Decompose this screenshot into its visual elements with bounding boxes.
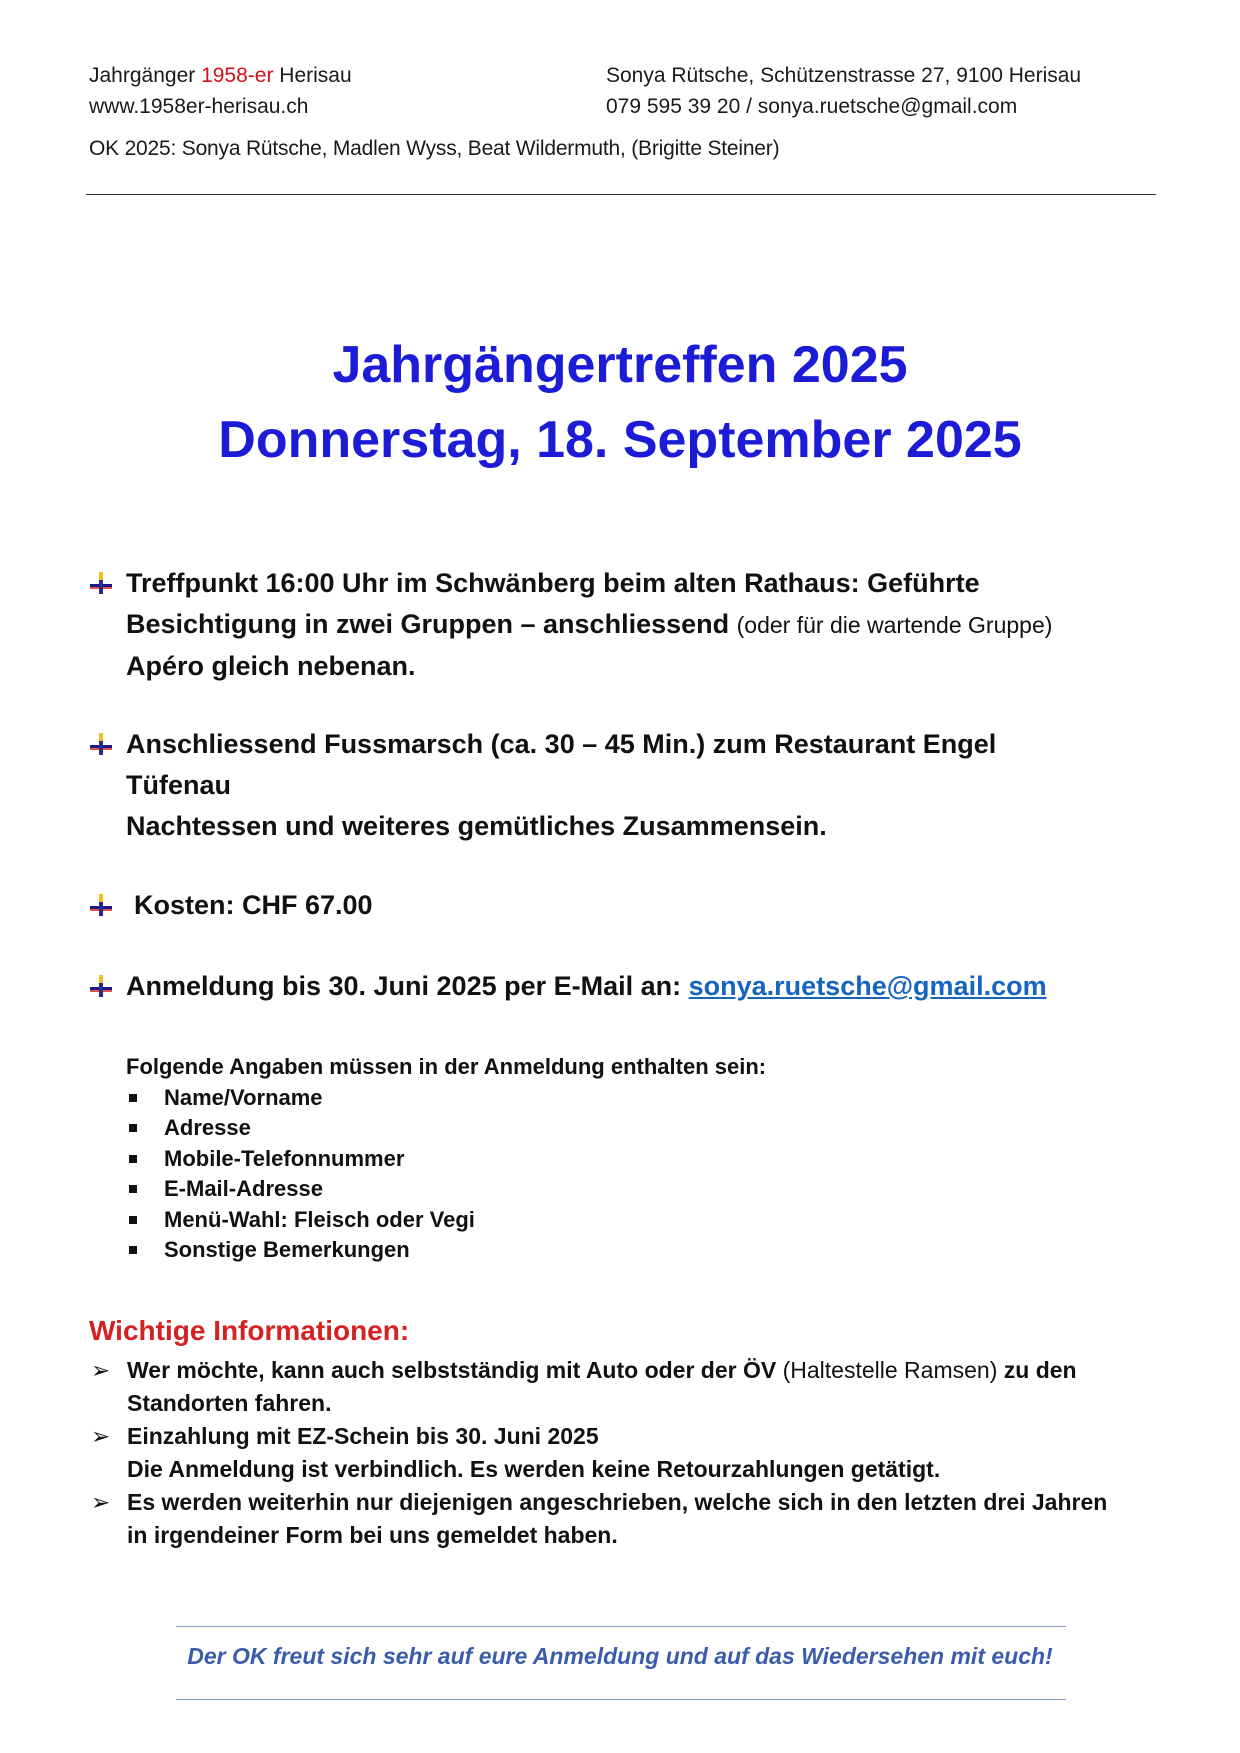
list-item: Sonstige Bemerkungen — [126, 1235, 766, 1266]
club-name: Jahrgänger 1958-er Herisau — [89, 64, 352, 87]
ok-committee: OK 2025: Sonya Rütsche, Madlen Wyss, Beat Wildermuth, (Brigitte Steiner) — [89, 137, 780, 160]
club-url: www.1958er-herisau.ch — [89, 95, 309, 118]
cross-bullet-icon — [88, 571, 114, 595]
contact-address: Sonya Rütsche, Schützenstrasse 27, 9100 Herisau — [606, 64, 1082, 87]
event-date: Donnerstag, 18. September 2025 — [218, 411, 1022, 469]
registration-requirements — [126, 1052, 766, 1266]
square-bullet-icon — [129, 1155, 137, 1163]
list-item: Mobile-Telefonnummer — [126, 1144, 766, 1175]
club-year: 1958-er — [201, 64, 274, 87]
list-item: Adresse — [126, 1113, 766, 1144]
contact-phone-email: 079 595 39 20 / sonya.ruetsche@gmail.com — [606, 95, 1018, 118]
important-info-title: Wichtige Informationen: — [89, 1315, 410, 1346]
requirements-list — [126, 1083, 766, 1266]
square-bullet-icon — [129, 1246, 137, 1254]
footer-message: Der OK freut sich sehr auf eure Anmeldung und auf das Wiedersehen mit euch! — [187, 1643, 1053, 1669]
header-left — [89, 60, 352, 122]
footer-top-rule — [176, 1626, 1066, 1627]
square-bullet-icon — [129, 1185, 137, 1193]
list-item: E-Mail-Adresse — [126, 1174, 766, 1205]
requirements-heading: Folgende Angaben müssen in der Anmeldung enthalten sein: — [126, 1054, 767, 1079]
list-item: Menü-Wahl: Fleisch oder Vegi — [126, 1205, 766, 1236]
page-title: Jahrgängertreffen 2025 — [332, 336, 908, 394]
cross-bullet-icon — [88, 732, 114, 756]
registration-email-link[interactable]: sonya.ruetsche@gmail.com — [688, 971, 1047, 1001]
arrow-bullet-icon: ➢ — [91, 1423, 111, 1449]
list-item: ➢ Es werden weiterhin nur diejenigen angeschrieben, welche sich in den letzten drei Jahren in irgendeiner Form bei uns gemeldet haben. — [89, 1486, 1169, 1552]
square-bullet-icon — [129, 1124, 137, 1132]
header-right — [606, 60, 1081, 122]
footer-bottom-rule — [176, 1699, 1066, 1700]
cross-bullet-icon — [88, 893, 114, 917]
cross-bullet-icon — [88, 974, 114, 998]
list-item: ➢ Einzahlung mit EZ-Schein bis 30. Juni 2025 Die Anmeldung ist verbindlich. Es werden keine Retourzahlungen getätigt. — [89, 1420, 1169, 1486]
header-divider — [86, 194, 1156, 195]
square-bullet-icon — [129, 1094, 137, 1102]
list-item: ➢ Wer möchte, kann auch selbstständig mit Auto oder der ÖV (Haltestelle Ramsen) zu den Standorten fahren. — [89, 1354, 1169, 1420]
square-bullet-icon — [129, 1216, 137, 1224]
arrow-bullet-icon: ➢ — [91, 1357, 111, 1383]
important-info-list — [89, 1354, 1169, 1552]
list-item: Name/Vorname — [126, 1083, 766, 1114]
arrow-bullet-icon: ➢ — [91, 1489, 111, 1515]
